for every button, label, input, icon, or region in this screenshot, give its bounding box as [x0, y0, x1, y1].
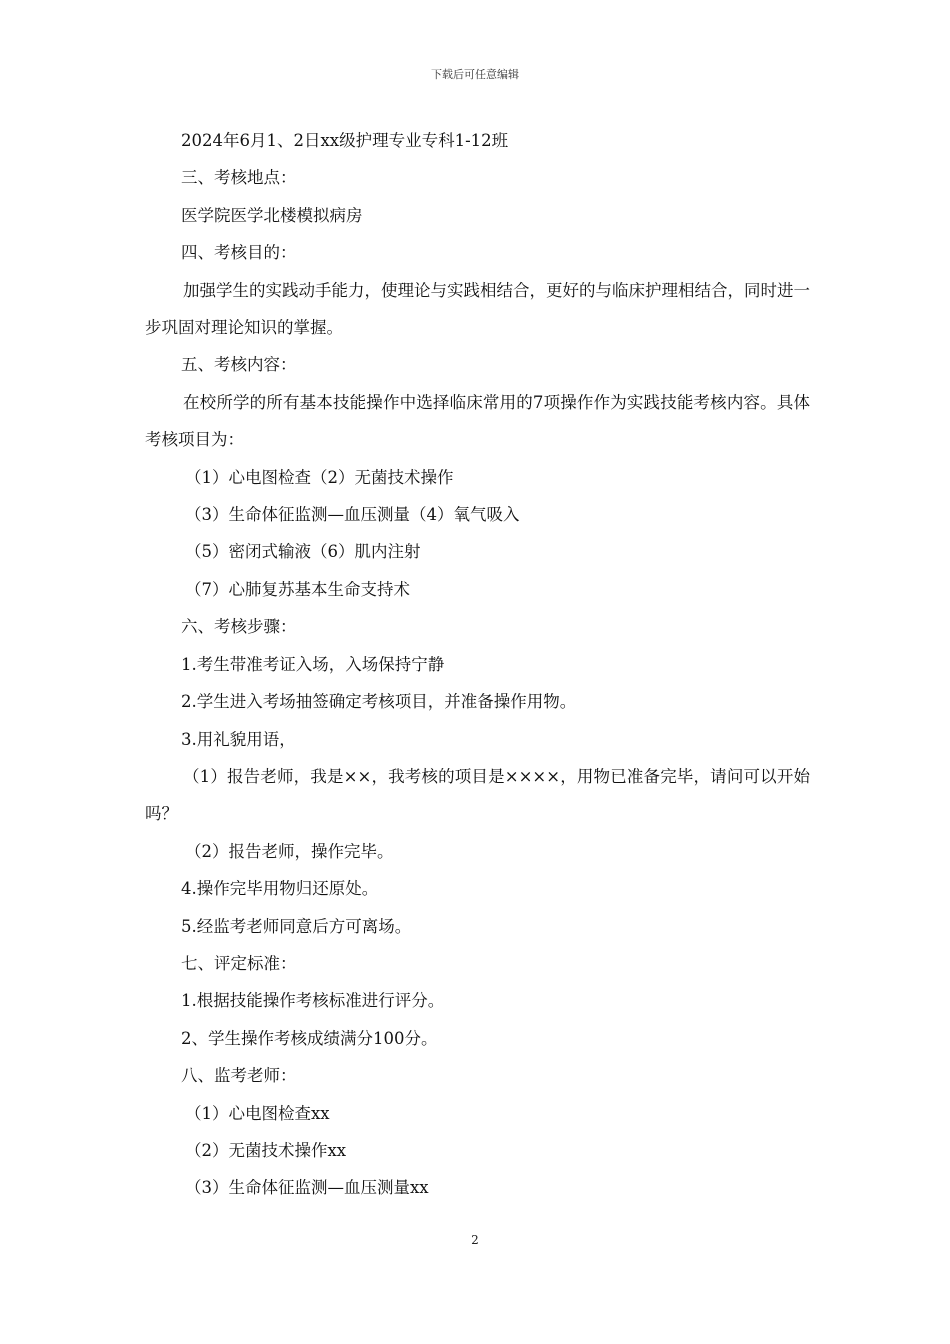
document-body [145, 122, 810, 1207]
page-number: 2 [471, 1233, 479, 1247]
exam-item-line: （3）生命体征监测—血压测量（4）氧气吸入 [185, 505, 520, 525]
exam-item-line: （5）密闭式输液（6）肌内注射 [185, 542, 421, 562]
step-item: 2.学生进入考场抽签确定考核项目，并准备操作用物。 [181, 692, 577, 712]
proctor-item: （3）生命体征监测—血压测量xx [185, 1178, 429, 1198]
section-heading-content: 五、考核内容： [181, 355, 297, 375]
section-heading-criteria: 七、评定标准： [181, 953, 297, 973]
step-item: 1.考生带准考证入场，入场保持宁静 [181, 654, 445, 674]
exam-purpose-paragraph: 加强学生的实践动手能力，使理论与实践相结合，更好的与临床护理相结合，同时进一步巩固对理论知识的掌握。 [145, 280, 810, 338]
step-item: 3.用礼貌用语， [181, 729, 296, 749]
exam-date-class: 2024年6月1、2日xx级护理专业专科1-12班 [181, 131, 509, 150]
step-sub-item: （2）报告老师，操作完毕。 [185, 841, 394, 861]
section-heading-purpose: 四、考核目的： [181, 243, 297, 263]
proctor-item: （2）无菌技术操作xx [185, 1140, 347, 1160]
section-heading-location: 三、考核地点： [181, 168, 297, 188]
exam-item-line: （1）心电图检查（2）无菌技术操作 [185, 467, 454, 487]
exam-item-line: （7）心肺复苏基本生命支持术 [185, 579, 410, 599]
exam-location: 医学院医学北楼模拟病房 [181, 205, 363, 225]
criteria-item: 2、学生操作考核成绩满分100分。 [181, 1028, 438, 1048]
step-item: 4.操作完毕用物归还原处。 [181, 879, 379, 899]
section-heading-proctors: 八、监考老师： [181, 1066, 297, 1086]
step-item: 5.经监考老师同意后方可离场。 [181, 916, 412, 936]
exam-content-paragraph: 在校所学的所有基本技能操作中选择临床常用的7项操作作为实践技能考核内容。具体考核项目为： [145, 392, 810, 450]
page-header-note: 下载后可任意编辑 [431, 68, 519, 81]
step-sub-item-paragraph: （1）报告老师，我是××，我考核的项目是××××，用物已准备完毕，请问可以开始吗？ [145, 766, 810, 824]
section-heading-steps: 六、考核步骤： [181, 617, 297, 637]
criteria-item: 1.根据技能操作考核标准进行评分。 [181, 991, 445, 1011]
proctor-item: （1）心电图检查xx [185, 1103, 330, 1123]
